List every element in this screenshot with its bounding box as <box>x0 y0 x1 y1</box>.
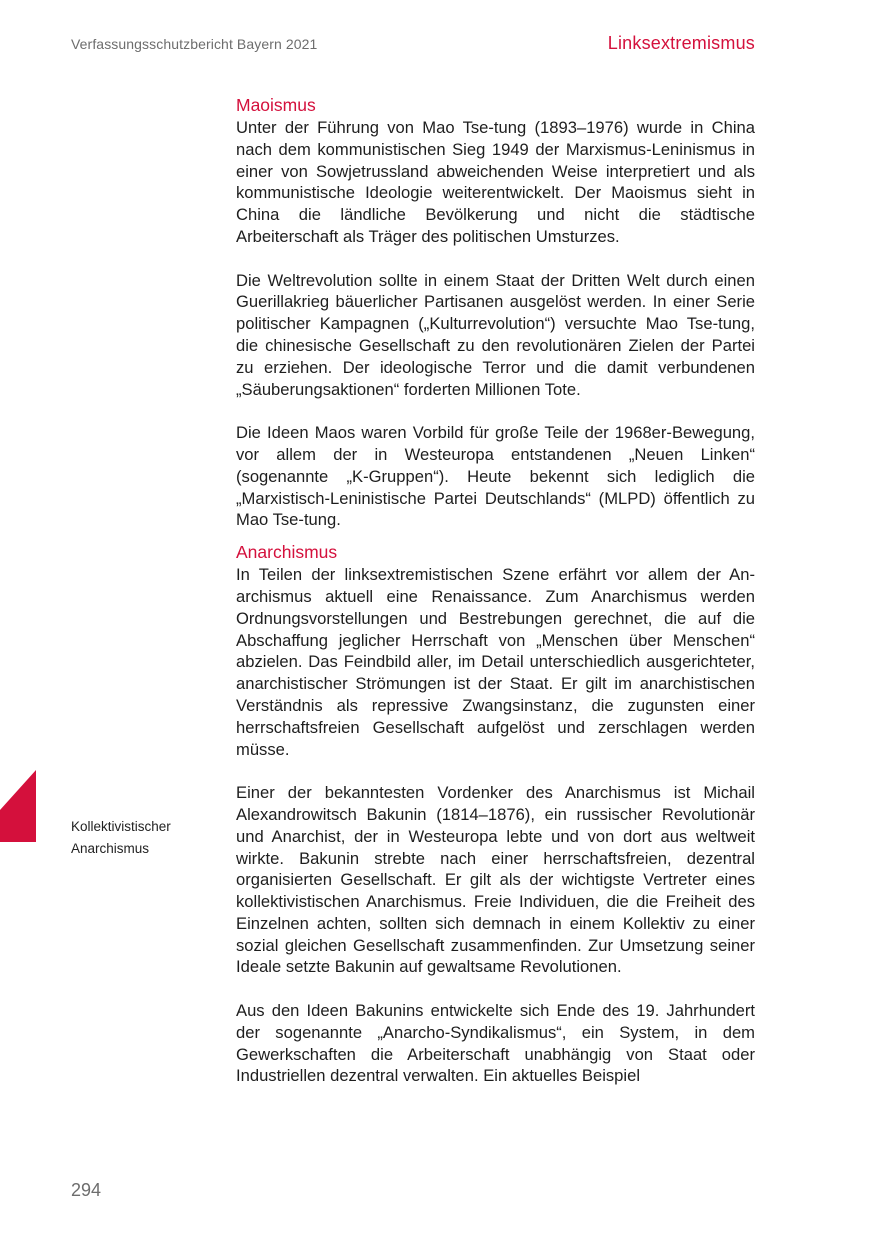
page-number: 294 <box>71 1180 102 1200</box>
paragraph: Die Weltrevolution sollte in einem Staat der Dritten Welt durch einen Guerillakrieg bäuerlicher Partisanen ausgelöst werden. In einer Serie politischer Kampagnen („Kulturrevolution“) versuchte Mao Tse-tung, die chinesische Gesellschaft zu den revolutionären Zielen der Partei zu erziehen. Der ideologische Terror und die damit verbundenen „Säuberungsaktionen“ forderten Millionen Tote. <box>236 270 755 399</box>
paragraph: Unter der Führung von Mao Tse-tung (1893–1976) wurde in China nach dem kommunistischen Sieg 1949 der Marxismus-Leninismus in einer von Sowjetrussland abweichenden Weise interpretiert und als kommunistische Ideologie weiterentwickelt. Der Maoismus sieht in China die ländliche Bevölkerung und nicht die städtische Arbeiterschaft als Träger des politischen Umsturzes. <box>236 118 755 246</box>
chapter-marker-tab <box>0 770 36 842</box>
section-heading-maoismus: Maoismus <box>236 95 316 115</box>
paragraph: Die Ideen Maos waren Vorbild für große Teile der 1968er-Bewegung, vor allem der in Westeuropa entstandenen „Neuen Linken“ (sogenannte „K-Gruppen“). Heute bekennt sich lediglich die „Marxistisch-Leninistische Partei Deutschlands“ (MLPD) öffentlich zu Mao Tse-tung. <box>236 423 755 530</box>
margin-note <box>71 816 171 860</box>
margin-note-line: Anarchismus <box>71 841 150 856</box>
paragraph: Einer der bekanntesten Vordenker des Anarchismus ist Michail Alexandrowitsch Bakunin (1814–1876), ein russischer Revolutionär und Anarchist, der in Westeuropa lebte und von dort aus weltweit wirkte. Bakunin strebte nach einer herrschaftsfreien, dezentral organisierten Gesellschaft. Er gilt als der wichtigste Vertreter eines kollektivistischen Anarchismus. Freie Individuen, die die Freiheit des Einzelnen achten, sollten sich demnach in einem Kollektiv zu einer sozial gleichen Gesellschaft zusammenfinden. Zur Umsetzung seiner Ideale setzte Bakunin auf gewaltsame Revolutionen. <box>236 783 755 977</box>
margin-note-line: Kollektivistischer <box>71 819 171 834</box>
paragraph: In Teilen der linksextremistischen Szene erfährt vor allem der Anarchismus aktuell eine Renaissance. Zum Anarchismus werden Ordnungsvorstellungen und Bestrebungen gerechnet, die auf die Abschaffung jeglicher Herrschaft von „Menschen über Menschen“ abzielen. Das Feindbild aller, im Detail unterschiedlich ausgerichteter, anarchistischer Strömungen ist der Staat. Er gilt im anarchistischen Verständnis als repressive Zwangsinstanz, die zugunsten einer herrschaftsfreien Gesellschaft aufgelöst und zerschlagen werden müsse. <box>236 565 755 759</box>
text-column <box>236 94 755 1109</box>
chapter-title: Linksextremismus <box>607 33 755 53</box>
publication-title: Verfassungsschutzbericht Bayern 2021 <box>71 36 318 52</box>
paragraph: Aus den Ideen Bakunins entwickelte sich Ende des 19. Jahrhundert der sogenannte „Anarcho-Syndikalismus“, ein System, in dem Gewerkschaften die Arbeiterschaft unabhängig von Staat oder Industriellen dezentral verwalten. Ein aktuelles Beispiel <box>236 1001 755 1086</box>
section-heading-anarchismus: Anarchismus <box>236 542 338 563</box>
